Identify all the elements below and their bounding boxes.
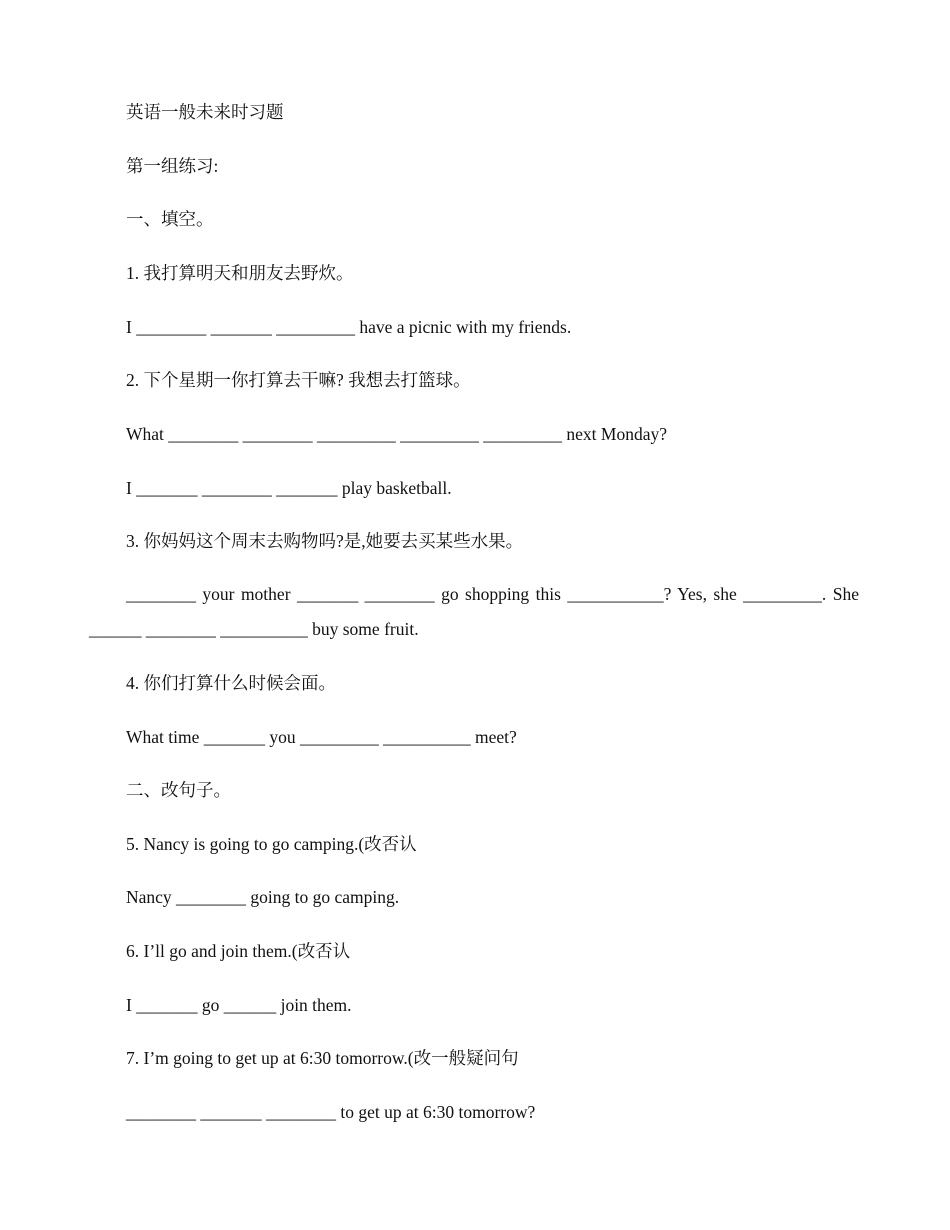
- question-2-answer-b: I _______ ________ _______ play basketball.: [126, 478, 452, 498]
- question-5-prompt: 5. Nancy is going to go camping.(改否认: [126, 834, 417, 854]
- question-5-answer: Nancy ________ going to go camping.: [126, 887, 400, 907]
- question-7-answer: ________ _______ ________ to get up at 6:30 tomorrow?: [126, 1102, 536, 1122]
- group-heading: 第一组练习:: [126, 156, 219, 176]
- question-6-answer: I _______ go ______ join them.: [126, 995, 352, 1015]
- question-1-answer: I ________ _______ _________ have a picnic with my friends.: [126, 317, 572, 337]
- question-3-prompt: 3. 你妈妈这个周末去购物吗?是,她要去买某些水果。: [126, 531, 524, 551]
- question-4-prompt: 4. 你们打算什么时候会面。: [126, 673, 336, 693]
- question-2-answer-a: What ________ ________ _________ _________ _________ next Monday?: [126, 424, 667, 444]
- question-3-answer: ________ your mother _______ ________ go shopping this ___________? Yes, she _________. She ______ ________ __________ buy some fruit.: [89, 584, 859, 639]
- question-1-prompt: 1. 我打算明天和朋友去野炊。: [126, 263, 354, 283]
- document-title: 英语一般未来时习题: [126, 102, 284, 122]
- question-6-prompt: 6. I’ll go and join them.(改否认: [126, 941, 351, 961]
- question-4-answer: What time _______ you _________ __________ meet?: [126, 727, 517, 747]
- question-2-prompt: 2. 下个星期一你打算去干嘛? 我想去打篮球。: [126, 370, 471, 390]
- question-7-prompt: 7. I’m going to get up at 6:30 tomorrow.(改一般疑问句: [126, 1048, 519, 1068]
- section-one-heading: 一、填空。: [126, 209, 214, 229]
- section-two-heading: 二、改句子。: [126, 780, 231, 800]
